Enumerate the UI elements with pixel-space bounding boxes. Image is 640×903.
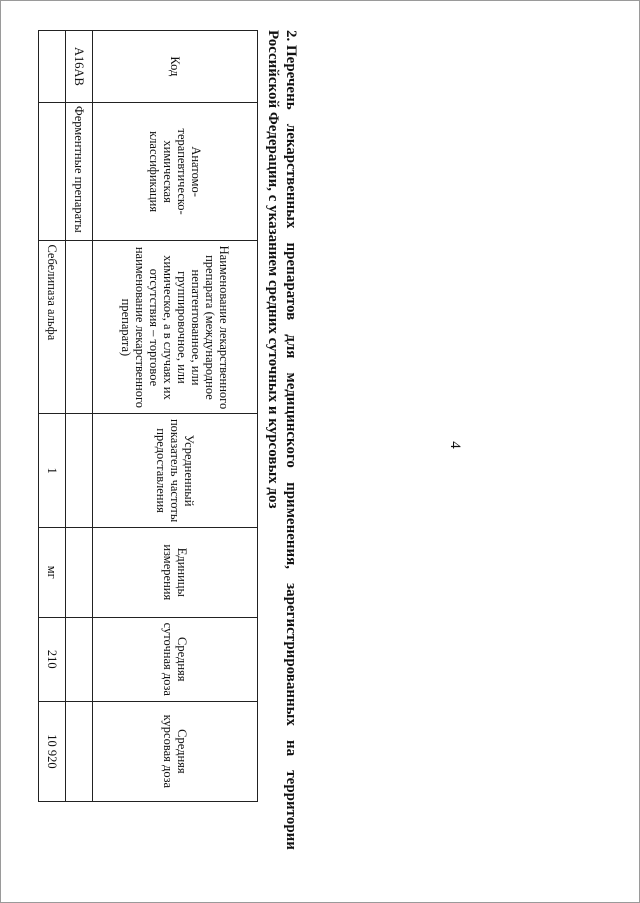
drug-table [38,30,258,802]
cell-daily-dose: 210 [39,617,66,701]
cell-empty [66,241,93,414]
cell-drug-name: Себелипаза альфа [39,241,66,414]
table-row-item [39,31,66,802]
cell-frequency: 1 [39,414,66,527]
header-unit: Единицы измерения [93,527,258,617]
heading-word: для [283,334,299,359]
cell-course-dose: 10 920 [39,701,66,801]
heading-word: на [283,740,299,757]
cell-empty [39,102,66,241]
heading-word: препаратов [283,242,299,321]
cell-unit: мг [39,527,66,617]
header-frequency: Усредненный показатель частоты предоставления [93,414,258,527]
page-number: 4 [447,441,463,449]
header-course-dose: Средняя курсовая доза [93,701,258,801]
heading-word: территории [283,770,299,850]
cell-atc: Ферментные препараты [66,102,93,241]
heading-word: применения, [283,482,299,570]
section-heading [264,30,300,850]
cell-empty [66,527,93,617]
cell-empty [66,414,93,527]
heading-word: 2. Перечень [283,30,299,110]
heading-word: лекарственных [283,123,299,229]
table-row-group [66,31,93,802]
header-daily-dose: Средняя суточная доза [93,617,258,701]
cell-empty [66,617,93,701]
table-header-row [93,31,258,802]
heading-line-2: Российской Федерации, с указанием средних суточных и курсовых доз [265,30,281,509]
heading-word: медицинского [283,372,299,468]
cell-code: A16AB [66,31,93,103]
heading-line-1 [282,30,300,850]
header-name: Наименование лекарственного препарата (международное непатентованное, или группировочное, или химическое, а в случаях их отсутствия – торговое наименование лекарственного препарата) [93,241,258,414]
rotated-content [45,30,300,850]
heading-word: зарегистрированных [283,583,299,726]
cell-empty [66,701,93,801]
cell-empty [39,31,66,103]
header-code: Код [93,31,258,103]
header-atc: Анатомо-терапевтическо-химическая классификация [93,102,258,241]
